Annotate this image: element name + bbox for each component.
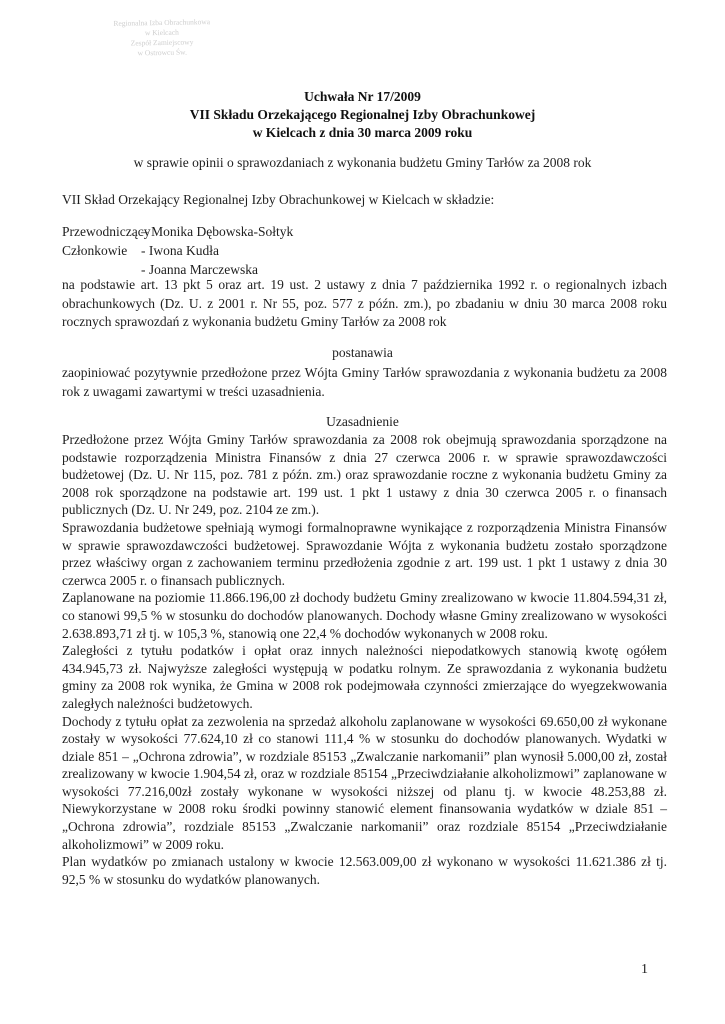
panel-composition: VII Skład Orzekający Regionalnej Izby Obrachunkowej w Kielcach w składzie: <box>62 192 495 207</box>
justification-body <box>62 431 667 888</box>
justification-heading: Uzasadnienie <box>326 414 399 429</box>
page-number: 1 <box>641 962 648 977</box>
justification-paragraph: Dochody z tytułu opłat za zezwolenia na sprzedaż alkoholu zaplanowane w wysokości 69.650,00 zł wykonane zostały w wysokości 77.624,10 zł co stanowi 111,4 % w stosunku do dochodów planowanych. Wydatki w dziale 851 – „Ochrona zdrowia”, w rozdziale 85153 „Zwalczanie narkomanii” plan wynosił 5.000,00 zł, został zrealizowany w kwocie 1.904,54 zł, oraz w rozdziale 85154 „Przeciwdziałanie alkoholizmowi” zaplanowane w wysokości 77.216,00zł zostały wykonane w wysokości niższej od planu tj. w kwocie 48.253,88 zł. Niewykorzystane w 2008 roku środki powinny stanowić element finansowania wydatków w dziale 851 – „Ochrona zdrowia”, rozdziale 85153 „Zwalczanie narkomanii” oraz rozdziale 85154 „Przeciwdziałanie alkoholizmowi” w 2009 roku. <box>62 713 667 852</box>
justification-paragraph: Zaległości z tytułu podatków i opłat oraz innych należności niepodatkowych stanowią kwotę ogółem 434.945,73 zł. Najwyższe zaległości występują w podatku rolnym. Ze sprawozdania z wykonania budżetu gminy za 2008 rok wynika, że Gmina w 2008 rok podejmowała czynności zmierzające do wyegzekwowania zaległych należności budżetowych. <box>62 643 667 711</box>
member-row <box>62 222 293 241</box>
justification-paragraph: Plan wydatków po zmianach ustalony w kwocie 12.563.009,00 zł wykonano w wysokości 11.621.386 zł tj. 92,5 % w stosunku do wydatków planowanych. <box>62 854 667 887</box>
justification-paragraph: Przedłożone przez Wójta Gminy Tarłów sprawozdania za 2008 rok obejmują sprawozdania sporządzone na podstawie rozporządzenia Ministra Finansów z dnia 27 czerwca 2006 r. w sprawie sprawozdawczości budżetowej (Dz. U. Nr 115, poz. 781 z późn. zm.) oraz sprawozdanie roczne z wykonania budżetu Gminy za 2008 rok sporządzone na podstawie art. 199 ust. 1 pkt 1 ustawy z dnia 30 czerwca 2005 r. o finansach publicznych (Dz. U. Nr 249, poz. 2104 ze zm.). <box>62 432 667 518</box>
resolves-word: postanawia <box>332 345 393 360</box>
title-line-3: w Kielcach z dnia 30 marca 2009 roku <box>252 125 473 140</box>
member-name: - Joanna Marczewska <box>141 262 258 277</box>
justification-paragraph: Zaplanowane na poziomie 11.866.196,00 zł dochody budżetu Gminy zrealizowano w kwocie 11.804.594,31 zł, co stanowi 99,5 % w stosunku do dochodów planowanych. Dochody własne Gminy zrealizowano w wysokości 2.638.893,71 zł tj. w 105,3 %, stanowią one 22,4 % dochodów wykonanych w 2008 roku. <box>62 590 667 641</box>
legal-basis-paragraph: na podstawie art. 13 pkt 5 oraz art. 19 ust. 2 ustawy z dnia 7 października 1992 r. o regionalnych izbach obrachunkowych (Dz. U. z 2001 r. Nr 55, poz. 577 z późn. zm.), po zbadaniu w dniu 30 marca 2008 roku rocznych sprawozdań z wykonania budżetu Gminy Tarłów za 2008 rok <box>62 277 667 329</box>
faded-stamp: Regionalna Izba Obrachunkowa w Kielcach Zespół Zamiejscowy w Ostrowcu Św. <box>113 17 211 58</box>
panel-members <box>62 222 293 279</box>
member-name: - Iwona Kudła <box>141 243 219 258</box>
resolution-title <box>0 88 725 142</box>
member-role: Członkowie <box>62 243 128 258</box>
title-line-1: Uchwała Nr 17/2009 <box>304 89 421 104</box>
member-role: Przewodniczący <box>62 224 151 239</box>
justification-paragraph: Sprawozdania budżetowe spełniają wymogi formalnoprawne wynikające z rozporządzenia Ministra Finansów w sprawie sprawozdawczości budżetowej. Sprawozdanie Wójta z wykonania budżetu zostało sporządzone przez właściwy organ z zachowaniem terminu przedłożenia zgodnie z art. 199 ust. 1 pkt 1 ustawy z dnia 30 czerwca 2005 r. o finansach publicznych. <box>62 519 667 588</box>
member-name: – Monika Dębowska-Sołtyk <box>141 224 294 239</box>
resolution-subject: w sprawie opinii o sprawozdaniach z wykonania budżetu Gminy Tarłów za 2008 rok <box>133 155 592 170</box>
title-line-2: VII Składu Orzekającego Regionalnej Izby Obrachunkowej <box>189 107 536 122</box>
member-row <box>62 241 293 260</box>
decision-paragraph: zaopiniować pozytywnie przedłożone przez Wójta Gminy Tarłów sprawozdania z wykonania budżetu za 2008 rok z uwagami zawartymi w treści uzasadnienia. <box>62 365 667 399</box>
